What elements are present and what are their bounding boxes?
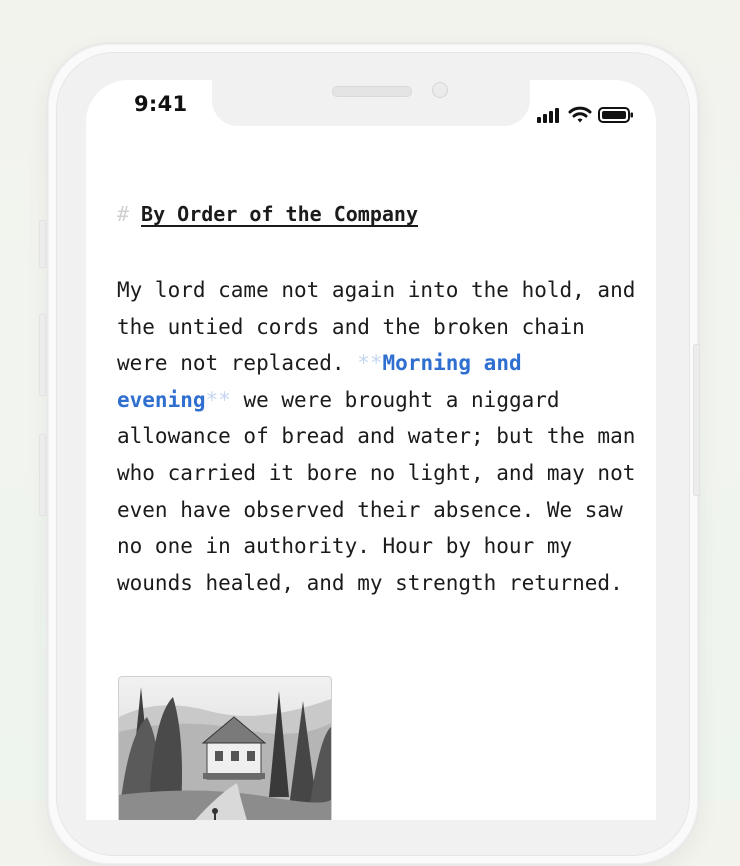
- paragraph-text-before: My lord came not again into the hold, and the untied cords and the broken chain were not replaced.: [117, 278, 636, 376]
- heading-title: By Order of the Company: [141, 202, 418, 226]
- volume-up-button: [39, 314, 46, 396]
- paragraph-text-after: we were brought a niggard allowance of bread and water; but the man who carried it bore no light, and may not even have observed their absence. We saw no one in authority. Hour by hour my wounds healed, and my strength returned.: [117, 387, 636, 595]
- power-button: [693, 344, 700, 496]
- bold-text: Morning and evening: [117, 351, 522, 412]
- notch: [212, 80, 530, 126]
- phone-screen: [86, 80, 656, 820]
- embedded-image[interactable]: [118, 676, 332, 820]
- bold-marker-open: **: [357, 351, 383, 376]
- bold-marker-close: **: [205, 387, 231, 412]
- status-icons: [536, 106, 634, 124]
- speaker-grille: [332, 86, 412, 97]
- silent-switch: [39, 220, 46, 268]
- volume-down-button: [39, 434, 46, 516]
- document-content: [117, 200, 637, 601]
- heading-marker: #: [117, 202, 130, 226]
- body-paragraph[interactable]: [117, 272, 637, 601]
- battery-icon: [598, 106, 634, 124]
- farmhouse-engraving-image: [119, 677, 331, 820]
- camera-icon: [432, 82, 448, 98]
- wifi-icon: [568, 106, 592, 124]
- signal-icon: [536, 107, 562, 123]
- document-heading[interactable]: [117, 200, 637, 228]
- status-time: 9:41: [134, 92, 188, 116]
